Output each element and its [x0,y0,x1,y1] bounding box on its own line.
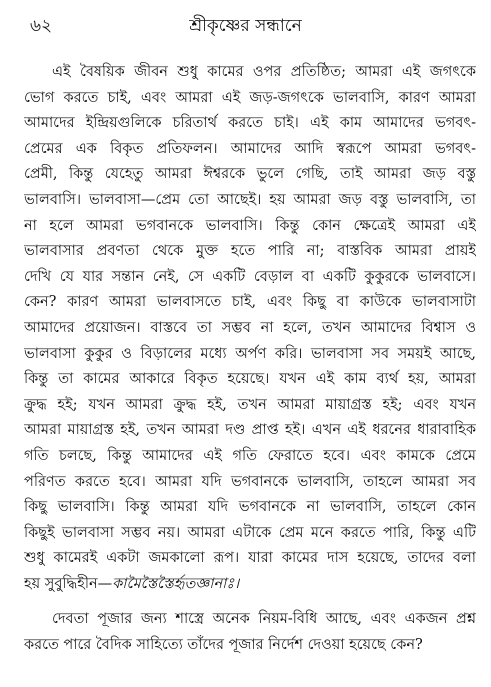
text-line: পরিণত করতে হবে। আমরা যদি ভগবানকে ভালবাসি, তাহলে আমরা সব [24,473,476,490]
final-line-prefix: হয় সুবুদ্ধিহীন— [24,575,113,592]
page-header [0,14,491,40]
running-title: শ্রীকৃষ্ণের সন্ধানে [189,16,302,36]
text-line: প্রেমের এক বিকৃত প্রতিফলন। আমাদের আদি স্বরূপে আমরা ভগবৎ- [24,140,476,157]
text-line: শুধু কামেরই একটা জমকালো রূপ। যারা কামের দাস হয়েছে, তাদের বলা [24,550,476,567]
page-number: ৬২ [30,16,53,36]
text-line-final [24,572,476,598]
text-line: ভালবাসা কুকুর ও বিড়ালের মধ্যে অর্পণ করি। ভালবাসা সব সময়ই আছে, [24,345,476,362]
text-line: ভালবাসার প্রবণতা থেকে মুক্ত হতে পারি না; বাস্তবিক আমরা প্রায়ই [24,243,476,260]
text-line: ভালবাসি। ভালবাসা—প্রেম তো আছেই। হয় আমরা জড় বস্তু ভালবাসি, তা [24,191,476,208]
text-line: এই বৈষয়িক জীবন শুধু কামের ওপর প্রতিষ্ঠিত; আমরা এই জগৎকে [52,64,476,80]
text-line: আমাদের প্রয়োজন। বাস্তবে তা সম্ভব না হলে, তখন আমাদের বিশ্বাস ও [24,319,476,336]
text-line: কিছুই ভালবাসা সম্ভব নয়। আমরা এটাকে প্রেম মনে করতে পারি, কিন্তু এটি [24,524,476,541]
text-line: আমাদের ইন্দ্রিয়গুলিকে চরিতার্থ করতে চাই। এই কাম আমাদের ভগবৎ- [24,115,476,132]
text-line: ভোগ করতে চাই, এবং আমরা এই জড়-জগৎকে ভালবাসি, কারণ আমরা [24,89,476,106]
text-line: করতে পারে বৈদিক সাহিত্যে তাঁদের পূজার নির্দেশ দেওয়া হয়েছে কেন? [24,637,423,654]
text-line: কিন্তু তা কামের আকারে বিকৃত হয়েছে। যখন এই কাম ব্যর্থ হয়, আমরা [24,371,476,388]
text-line: না হলে আমরা ভগবানকে ভালবাসি। কিন্তু কোন ক্ষেত্রেই আমরা এই [24,217,476,234]
text-line: গতি চলছে, কিন্তু আমাদের এই গতি ফেরাতে হবে। এবং কামকে প্রেমে [24,447,476,464]
sanskrit-quote: কামৈস্তৈস্তৈর্হৃতজ্ঞানাঃ। [112,575,240,592]
text-line: আমরা মায়াগ্রস্ত হই, তখন আমরা দণ্ড প্রাপ্ত হই। এখন এই ধরনের ধারাবাহিক [24,422,476,439]
paragraph-2 [24,607,476,658]
text-line: ক্রুদ্ধ হই; যখন আমরা ক্রুদ্ধ হই, তখন আমরা মায়াগ্রস্ত হই; এবং যখন [24,396,476,413]
text-line: কিছু ভালবাসি। কিন্তু আমরা যদি ভগবানকে না ভালবাসি, তাহলে কোন [24,499,476,516]
body-text [24,60,476,659]
text-line: দেবতা পূজার জন্য শাস্ত্রে অনেক নিয়ম-বিধি আছে, এবং একজন প্রশ্ন [52,611,476,628]
paragraph-1 [24,60,476,597]
text-line: দেখি যে যার সন্তান নেই, সে একটি বেড়াল বা একটি কুকুরকে ভালবাসে। [24,268,476,285]
text-line: কেন? কারণ আমরা ভালবাসতে চাই, এবং কিছু বা কাউকে ভালবাসাটা [24,294,476,311]
text-line: প্রেমী, কিন্তু যেহেতু আমরা ঈশ্বরকে ভুলে গেছি, তাই আমরা জড় বস্তু [24,166,476,183]
